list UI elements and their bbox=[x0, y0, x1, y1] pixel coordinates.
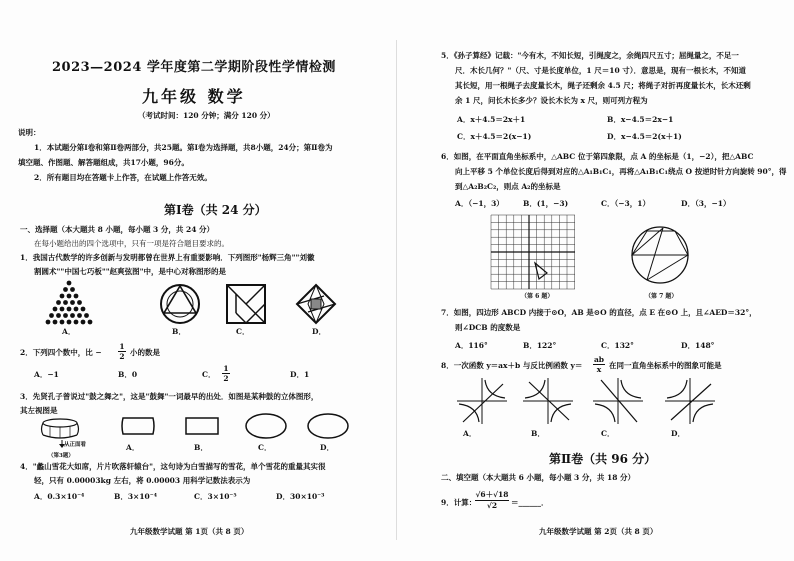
q3-option-d-shape bbox=[306, 412, 350, 440]
triangle-dot bbox=[88, 320, 93, 325]
q3-option-c-shape bbox=[244, 412, 288, 440]
triangle-dot bbox=[53, 320, 58, 325]
q6-line-3: 到△A₂B₂C₂，则点 A₂的坐标是 bbox=[455, 182, 561, 191]
triangle-dot bbox=[70, 300, 75, 305]
q4-option-c: C．3×10⁻⁵ bbox=[194, 492, 237, 501]
q2-text-end: 小的数是 bbox=[130, 348, 160, 357]
choice-instructions: 在每小题给出的四个选项中，只有一项是符合题目要求的。 bbox=[34, 239, 229, 248]
triangle-dot bbox=[60, 320, 65, 325]
q8-graph-b bbox=[523, 378, 573, 424]
part-2-heading: 第Ⅱ卷（共 96 分） bbox=[549, 452, 657, 466]
q8-graph-a bbox=[457, 378, 507, 424]
left-footer: 九年级数学试题 第 1页（共 8 页） bbox=[130, 527, 249, 536]
drum-3d-figure bbox=[38, 418, 82, 440]
triangle-dot bbox=[67, 307, 72, 312]
triangle-dot bbox=[74, 307, 79, 312]
q7-line-1: 7．如图，四边形 ABCD 内接于⊙O，AB 是⊙O 的直径，点 E 在⊙O 上，且∠AED＝32°， bbox=[441, 308, 757, 317]
note-2: 2．所有题目均在答题卡上作答，在试题上作答无效。 bbox=[34, 173, 212, 182]
q6-line-2: 向上平移 5 个单位长度后得到对应的△A₁B₁C₁，再将△A₁B₁C₁绕点 O 按逆时针方向旋转 90°，得 bbox=[455, 167, 787, 176]
q9-answer-blank: ＝______． bbox=[511, 498, 549, 507]
triangle-dot bbox=[63, 313, 68, 318]
right-footer: 九年级数学试题 第 2页（共 8 页） bbox=[539, 527, 658, 536]
q6-option-d: D．（3，−1） bbox=[681, 199, 731, 208]
q5-line-3: 其长短，用一根绳子去度量长木，绳子还剩余 4.5 尺；将绳子对折再度量长木，长木还剩 bbox=[455, 81, 751, 90]
q5-line-4: 余 1 尺，问长木长多少？设长木长为 x 尺，则可列方程为 bbox=[455, 96, 648, 105]
q5-option-c: C．x＋4.5＝2(x−1) bbox=[457, 132, 532, 141]
q8-fraction-denominator: x bbox=[596, 365, 602, 374]
q9-text: 9．计算： bbox=[441, 498, 477, 507]
q4-line-1: 4．"蠡山雪花大如席，片片吹落轩辕台"，这句诗为白雪描写的雪花，单个雪花的重量其实很 bbox=[20, 462, 326, 471]
triangle-dot bbox=[67, 320, 72, 325]
triangle-dot bbox=[74, 294, 79, 299]
exam-title: 2023—2024 学年度第二学期阶段性学情检测 bbox=[52, 60, 336, 75]
q6-figure-label: （第 6 题） bbox=[521, 293, 554, 300]
triangle-dot bbox=[84, 313, 89, 318]
q3-figure-label: （第3题） bbox=[48, 453, 74, 459]
note-1-line-2: 填空题、作图题、解答题组成，共17小题，96分。 bbox=[18, 158, 189, 167]
coordinate-grid-figure bbox=[491, 215, 575, 289]
q1-line-1: 1．我国古代数学的许多创新与发明都曾在世界上有重要影响．下列图形"杨辉三角""刘徽 bbox=[20, 253, 315, 262]
q3-option-b: B． bbox=[194, 443, 208, 452]
q5-option-d: D．x−4.5＝2(x＋1) bbox=[607, 132, 682, 141]
q3-view-label: 从正面看 bbox=[64, 442, 87, 448]
q8-option-a: A． bbox=[463, 429, 477, 438]
fill-heading: 二、填空题（本大题共 6 小题，每小题 3 分，共 18 分） bbox=[441, 473, 636, 482]
q4-option-a: A．0.3×10⁻⁴ bbox=[34, 492, 85, 501]
q3-option-a-shape bbox=[120, 415, 156, 437]
q1-option-d: D． bbox=[312, 327, 327, 336]
q3-line-1: 3．先贤孔子曾说过"鼓之舞之"，这是"鼓舞"一词最早的出处．如图是某种鼓的立体图形， bbox=[20, 392, 319, 401]
q2-fraction-denominator: 2 bbox=[119, 352, 125, 361]
q1-option-c: C． bbox=[236, 327, 250, 336]
q8-text: 8．一次函数 y＝ax＋b 与反比例函数 y＝ bbox=[441, 361, 583, 370]
note-1-line-1: 1．本试题分第Ⅰ卷和第Ⅱ卷两部分，共25题。第Ⅰ卷为选择题，共8小题，24分；第Ⅱ卷为 bbox=[34, 143, 333, 152]
q2-option-c-denominator: 2 bbox=[223, 374, 229, 383]
q2-option-a: A．−1 bbox=[34, 370, 59, 379]
triangle-dot bbox=[74, 320, 79, 325]
q7-line-2: 则∠DCB 的度数是 bbox=[455, 323, 521, 332]
triangle-dot bbox=[70, 287, 75, 292]
q8-fraction-numerator: ab bbox=[593, 355, 605, 364]
part-1-heading: 第Ⅰ卷（共 24 分） bbox=[164, 203, 267, 217]
q8-graph-c bbox=[593, 378, 643, 424]
triangle-dot bbox=[67, 294, 72, 299]
liu-hui-circle-figure bbox=[158, 282, 202, 326]
exam-info: （考试时间：120 分钟；满分 120 分） bbox=[138, 111, 275, 120]
tangram-figure bbox=[226, 284, 266, 324]
q7-figure-label: （第 7 题） bbox=[645, 293, 678, 300]
triangle-dot bbox=[53, 307, 58, 312]
triangle-dot bbox=[77, 313, 82, 318]
q2-fraction-numerator: 1 bbox=[119, 342, 125, 351]
right-page bbox=[397, 0, 794, 561]
q1-option-b: B． bbox=[172, 327, 186, 336]
q8-option-b: B． bbox=[531, 429, 545, 438]
q7-option-b: B．122° bbox=[523, 341, 557, 350]
q8-text-end: 在同一直角坐标系中的图象可能是 bbox=[609, 361, 722, 370]
choice-heading: 一、选择题（本大题共 8 小题，每小题 3 分，共 24 分） bbox=[20, 225, 215, 234]
q1-option-a: A． bbox=[62, 327, 76, 336]
q3-option-d: D． bbox=[320, 443, 335, 452]
notes-heading: 说明： bbox=[18, 128, 41, 137]
q6-line-1: 6．如图，在平面直角坐标系中，△ABC 位于第四象限，点 A 的坐标是（1，−2），把△ABC bbox=[441, 152, 754, 161]
triangle-dot bbox=[56, 313, 61, 318]
triangle-dot bbox=[63, 287, 68, 292]
triangle-dot bbox=[56, 300, 61, 305]
q5-option-a: A．x＋4.5＝2x＋1 bbox=[457, 115, 526, 124]
zhao-shuang-figure bbox=[296, 284, 336, 324]
inscribed-quadrilateral-figure bbox=[625, 222, 695, 288]
triangle-dot bbox=[60, 294, 65, 299]
triangle-dot bbox=[70, 313, 75, 318]
q2-option-b: B．0 bbox=[118, 370, 138, 379]
q8-option-c: C． bbox=[601, 429, 615, 438]
q3-line-2: 其左视图是 bbox=[20, 406, 58, 415]
triangle-dot bbox=[49, 313, 54, 318]
q3-option-a: A． bbox=[126, 443, 140, 452]
yang-hui-triangle-figure bbox=[44, 280, 94, 326]
q7-option-d: D．148° bbox=[681, 341, 715, 350]
q5-line-2: 尺．木长几何？"（尺、寸是长度单位，1 尺＝10 寸）．意思是，现有一根长木，不知道 bbox=[455, 66, 747, 75]
q7-option-a: A．116° bbox=[455, 341, 488, 350]
q8-graph-d bbox=[665, 378, 715, 424]
q8-option-d: D． bbox=[671, 429, 686, 438]
q5-line-1: 5．《孙子算经》记载："今有木，不知长短，引绳度之，余绳四尺五寸；屈绳量之，不足一 bbox=[441, 51, 739, 60]
q2-text: 2．下列四个数中，比 − bbox=[20, 348, 102, 357]
q9-denominator: √2 bbox=[486, 501, 498, 510]
q7-option-c: C．132° bbox=[601, 341, 634, 350]
triangle-dot bbox=[46, 320, 51, 325]
q4-line-2: 轻，只有 0.00003kg 左右，将 0.00003 用科学记数法表示为 bbox=[34, 476, 251, 485]
triangle-dot bbox=[77, 300, 82, 305]
q6-option-c: C．（−3，1） bbox=[601, 199, 650, 208]
q6-option-b: B．(1，−3) bbox=[523, 199, 569, 208]
triangle-dot bbox=[67, 281, 72, 286]
triangle-dot bbox=[81, 320, 86, 325]
q9-numerator: √6＋√18 bbox=[475, 490, 509, 499]
triangle-dot bbox=[60, 307, 65, 312]
q3-option-c: C． bbox=[258, 443, 272, 452]
triangle-dot bbox=[63, 300, 68, 305]
q2-option-c: C． bbox=[202, 370, 216, 379]
triangle-dot bbox=[81, 307, 86, 312]
q6-option-a: A．（−1，3） bbox=[455, 199, 504, 208]
q5-option-b: B．x−4.5＝2x−1 bbox=[607, 115, 674, 124]
q4-option-d: D．30×10⁻³ bbox=[276, 492, 325, 501]
q2-option-d: D．1 bbox=[290, 370, 310, 379]
q2-option-c-numerator: 1 bbox=[223, 364, 229, 373]
q3-option-b-shape bbox=[184, 415, 220, 437]
q4-option-b: B．3×10⁻⁴ bbox=[114, 492, 158, 501]
q1-line-2: 割圆术""中国七巧板""赵爽弦图"中，是中心对称图形的是 bbox=[34, 267, 227, 276]
exam-subtitle: 九年级 数学 bbox=[142, 87, 246, 106]
